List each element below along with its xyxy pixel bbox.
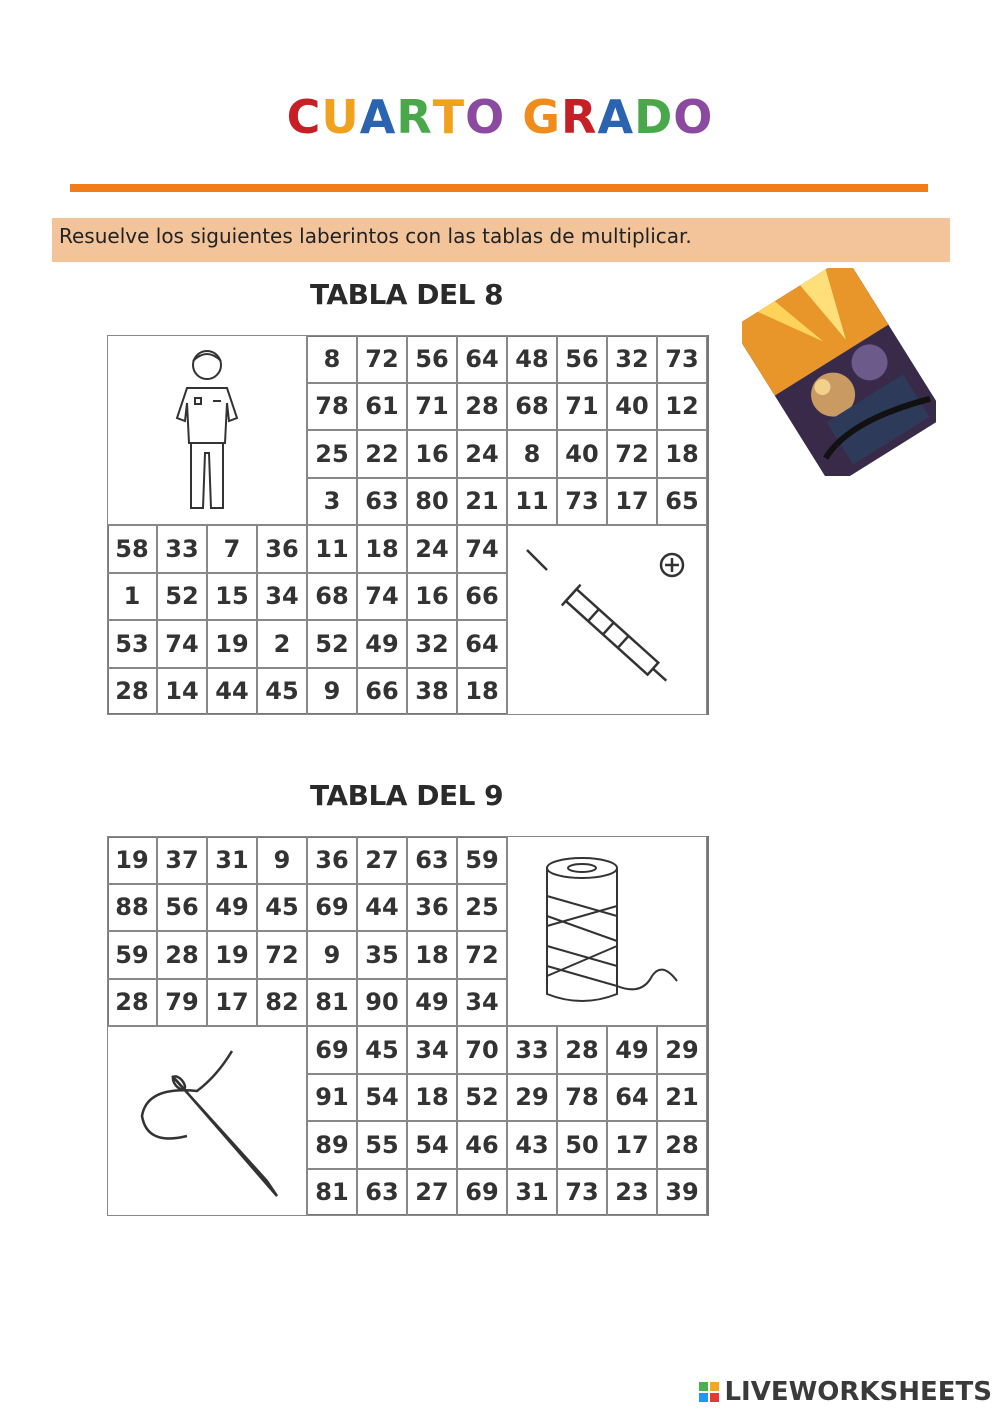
maze-cell: 40: [607, 383, 657, 431]
title-letter: A: [597, 90, 635, 144]
maze-cell: 53: [107, 620, 157, 668]
maze-cell: 56: [557, 335, 607, 383]
maze-cell: 80: [407, 478, 457, 526]
maze-cell: 34: [257, 573, 307, 621]
maze-cell: 64: [457, 620, 507, 668]
maze-cell: 31: [207, 836, 257, 884]
title-divider: [70, 184, 928, 192]
maze-cell: 68: [307, 573, 357, 621]
maze-cell: 74: [157, 620, 207, 668]
thread-spool-icon: [522, 846, 692, 1016]
maze-cell: 59: [107, 931, 157, 979]
title-letter: T: [432, 90, 466, 144]
title-letter: A: [359, 90, 397, 144]
maze-cell: 44: [357, 884, 407, 932]
maze-cell: 14: [157, 668, 207, 716]
maze-end-picture: [507, 525, 707, 715]
maze-cell: 66: [357, 668, 407, 716]
maze-cell: 3: [307, 478, 357, 526]
maze-cell: 52: [457, 1074, 507, 1122]
maze-cell: 27: [407, 1169, 457, 1217]
maze-cell: 11: [507, 478, 557, 526]
maze-cell: 8: [307, 335, 357, 383]
maze-cell: 58: [107, 525, 157, 573]
maze-cell: 19: [207, 931, 257, 979]
maze-cell: 18: [407, 1074, 457, 1122]
title-letter: C: [286, 90, 322, 144]
maze-cell: 28: [107, 979, 157, 1027]
maze-cell: 9: [257, 836, 307, 884]
doctor-icon: [157, 343, 257, 518]
maze-cell: 71: [557, 383, 607, 431]
maze-cell: 39: [657, 1169, 707, 1217]
maze-cell: 46: [457, 1121, 507, 1169]
title-letter: O: [465, 90, 506, 144]
maze-cell: 74: [357, 573, 407, 621]
maze-cell: 36: [407, 884, 457, 932]
maze-cell: 66: [457, 573, 507, 621]
maze-cell: 49: [607, 1026, 657, 1074]
maze-cell: 34: [407, 1026, 457, 1074]
maze-cell: 17: [207, 979, 257, 1027]
maze-cell: 48: [507, 335, 557, 383]
maze-cell: 49: [357, 620, 407, 668]
maze-cell: 21: [657, 1074, 707, 1122]
maze-cell: 45: [257, 668, 307, 716]
maze-cell: 72: [607, 430, 657, 478]
maze-cell: 81: [307, 979, 357, 1027]
maze-cell: 72: [257, 931, 307, 979]
maze-cell: 36: [257, 525, 307, 573]
title-letter: R: [396, 90, 433, 144]
brand-text: LIVEWORKSHEETS: [724, 1377, 992, 1407]
title-letter: [505, 90, 522, 144]
title-letter: U: [321, 90, 360, 144]
maze-cell: 63: [407, 836, 457, 884]
maze-end-picture: [107, 1026, 307, 1216]
maze-cell: 16: [407, 430, 457, 478]
maze-cell: 28: [157, 931, 207, 979]
maze-cell: 28: [657, 1121, 707, 1169]
maze-cell: 31: [507, 1169, 557, 1217]
instructions-bar: [52, 218, 950, 262]
maze-cell: 91: [307, 1074, 357, 1122]
maze-cell: 59: [457, 836, 507, 884]
maze-cell: 69: [307, 884, 357, 932]
maze-cell: 49: [407, 979, 457, 1027]
maze-cell: 89: [307, 1121, 357, 1169]
maze-cell: 45: [357, 1026, 407, 1074]
title-letter: D: [634, 90, 674, 144]
maze-cell: 17: [607, 1121, 657, 1169]
needle-icon: [117, 1036, 297, 1206]
title-letter: G: [522, 90, 562, 144]
maze-cell: 28: [557, 1026, 607, 1074]
maze-cell: 32: [407, 620, 457, 668]
maze-cell: 38: [407, 668, 457, 716]
maze-cell: 74: [457, 525, 507, 573]
maze-cell: 54: [407, 1121, 457, 1169]
page-title: [0, 90, 1000, 144]
maze-cell: 29: [657, 1026, 707, 1074]
maze-cell: 44: [207, 668, 257, 716]
maze-cell: 11: [307, 525, 357, 573]
maze-cell: 16: [407, 573, 457, 621]
maze-cell: 25: [307, 430, 357, 478]
maze-cell: 8: [507, 430, 557, 478]
maze-cell: 19: [207, 620, 257, 668]
title-letter: R: [561, 90, 598, 144]
maze-cell: 34: [457, 979, 507, 1027]
superhero-picture: [742, 268, 936, 476]
maze-cell: 54: [357, 1074, 407, 1122]
maze-cell: 49: [207, 884, 257, 932]
maze-start-picture: [107, 335, 307, 525]
maze-cell: 81: [307, 1169, 357, 1217]
maze-cell: 23: [607, 1169, 657, 1217]
maze-cell: 64: [457, 335, 507, 383]
maze-cell: 9: [307, 668, 357, 716]
maze-cell: 32: [607, 335, 657, 383]
maze-cell: 71: [407, 383, 457, 431]
maze-cell: 33: [157, 525, 207, 573]
maze-cell: 68: [507, 383, 557, 431]
maze-cell: 78: [307, 383, 357, 431]
maze-cell: 24: [457, 430, 507, 478]
maze-cell: 35: [357, 931, 407, 979]
maze-cell: 36: [307, 836, 357, 884]
maze-cell: 25: [457, 884, 507, 932]
maze-cell: 33: [507, 1026, 557, 1074]
maze-cell: 28: [107, 668, 157, 716]
maze-cell: 88: [107, 884, 157, 932]
maze-cell: 55: [357, 1121, 407, 1169]
maze-cell: 18: [407, 931, 457, 979]
maze-cell: 19: [107, 836, 157, 884]
maze-cell: 45: [257, 884, 307, 932]
maze-cell: 82: [257, 979, 307, 1027]
maze-cell: 43: [507, 1121, 557, 1169]
maze-cell: 50: [557, 1121, 607, 1169]
maze-cell: 61: [357, 383, 407, 431]
table-9-maze: [107, 836, 709, 1216]
liveworksheets-icon: [698, 1381, 720, 1403]
maze-cell: 78: [557, 1074, 607, 1122]
maze-cell: 28: [457, 383, 507, 431]
maze-cell: 72: [357, 335, 407, 383]
maze-cell: 90: [357, 979, 407, 1027]
maze-cell: 18: [457, 668, 507, 716]
maze-cell: 72: [457, 931, 507, 979]
maze-cell: 65: [657, 478, 707, 526]
maze-cell: 7: [207, 525, 257, 573]
maze-cell: 69: [457, 1169, 507, 1217]
maze-cell: 56: [407, 335, 457, 383]
maze-cell: 70: [457, 1026, 507, 1074]
maze-cell: 9: [307, 931, 357, 979]
instructions-text: Resuelve los siguientes laberintos con las tablas de multiplicar.: [59, 224, 692, 248]
liveworksheets-logo: [698, 1377, 992, 1407]
maze-start-picture: [507, 836, 707, 1026]
syringe-icon: [517, 540, 697, 700]
maze-cell: 56: [157, 884, 207, 932]
maze-cell: 18: [657, 430, 707, 478]
maze-cell: 64: [607, 1074, 657, 1122]
maze-cell: 29: [507, 1074, 557, 1122]
maze-cell: 69: [307, 1026, 357, 1074]
title-letter: O: [673, 90, 714, 144]
maze-cell: 52: [157, 573, 207, 621]
maze-cell: 52: [307, 620, 357, 668]
maze-cell: 73: [557, 1169, 607, 1217]
maze-cell: 15: [207, 573, 257, 621]
maze-cell: 27: [357, 836, 407, 884]
maze-cell: 2: [257, 620, 307, 668]
maze-cell: 73: [657, 335, 707, 383]
maze-cell: 63: [357, 478, 407, 526]
maze-cell: 24: [407, 525, 457, 573]
maze-cell: 21: [457, 478, 507, 526]
maze-cell: 18: [357, 525, 407, 573]
maze-cell: 22: [357, 430, 407, 478]
maze-cell: 12: [657, 383, 707, 431]
maze-cell: 37: [157, 836, 207, 884]
table-8-maze: [107, 335, 709, 715]
maze-cell: 79: [157, 979, 207, 1027]
table-8-title: TABLA DEL 8: [310, 278, 504, 311]
maze-cell: 73: [557, 478, 607, 526]
maze-cell: 17: [607, 478, 657, 526]
maze-cell: 40: [557, 430, 607, 478]
maze-cell: 1: [107, 573, 157, 621]
table-9-title: TABLA DEL 9: [310, 779, 504, 812]
maze-cell: 63: [357, 1169, 407, 1217]
